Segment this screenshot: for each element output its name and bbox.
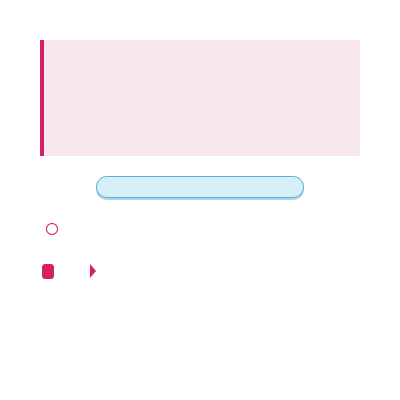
general-steps-box [40,40,360,156]
kieu-bai-1-tag [42,264,54,279]
section-banner [96,176,304,198]
kieu-bai-1-arrow [90,264,96,278]
section-a-badge [46,223,58,235]
